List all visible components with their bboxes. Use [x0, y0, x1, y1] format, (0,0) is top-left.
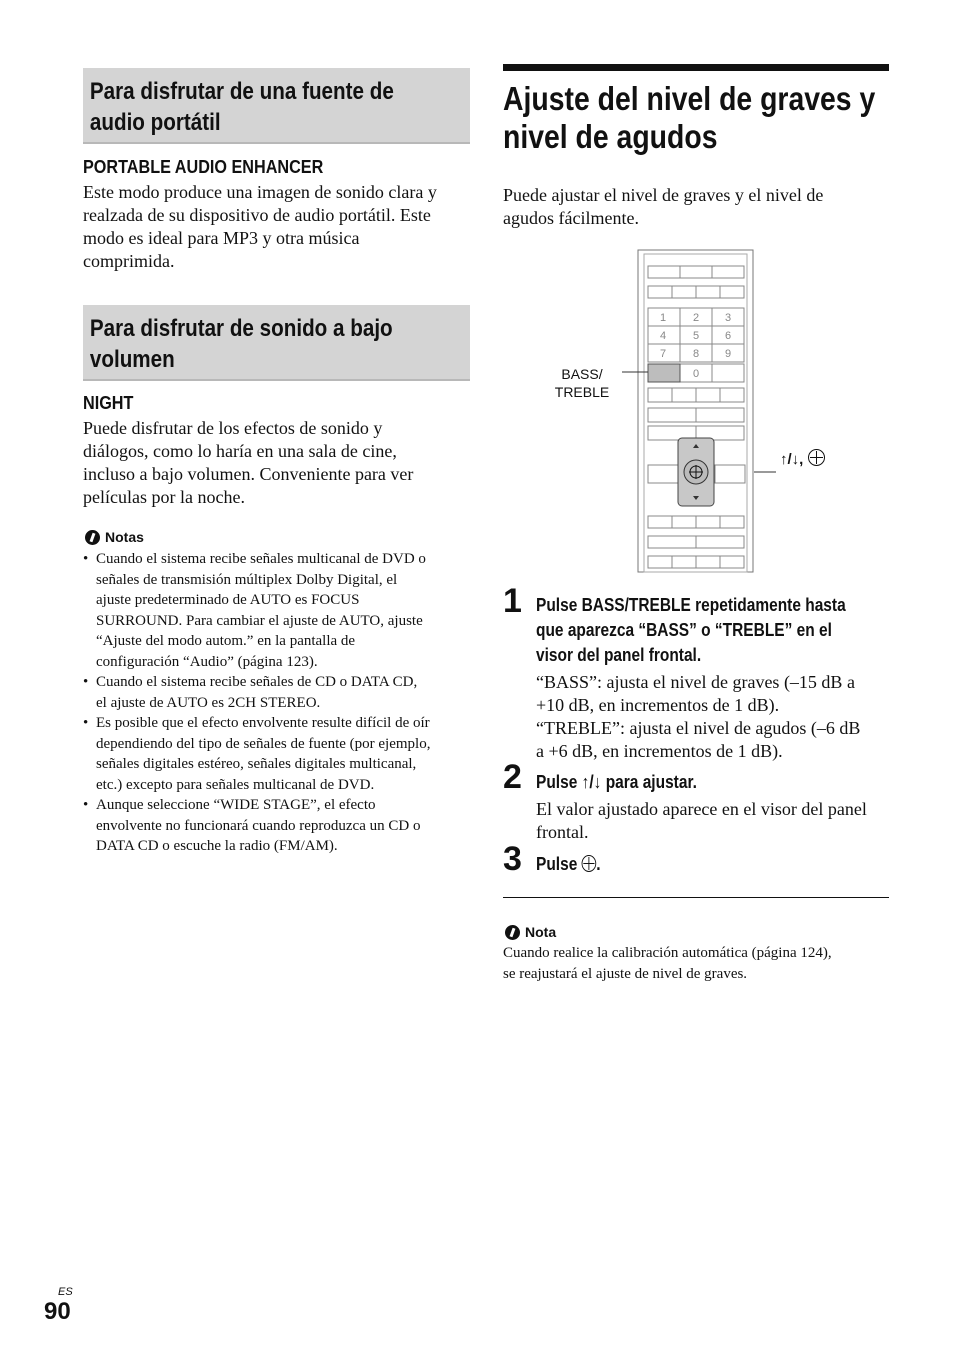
text-line: • Es posible que el efecto envolvente resulte difícil de oír: [96, 715, 430, 731]
text-line: Este modo produce una imagen de sonido clara y: [83, 182, 437, 202]
key-4: 4: [660, 330, 667, 342]
bass-treble-label: [546, 365, 618, 401]
key-1: 1: [660, 312, 667, 324]
text-line: • Cuando el sistema recibe señales multicanal de DVD o: [96, 551, 426, 567]
title-line: Para disfrutar de sonido a bajo: [89, 315, 393, 342]
text-line: ajuste predeterminado de AUTO es FOCUS: [96, 592, 360, 608]
text-line: incluso a bajo volumen. Conveniente para ver: [83, 464, 414, 484]
page-number: 90: [44, 1298, 71, 1325]
text-fragment: para ajustar.: [601, 772, 697, 792]
notes-heading-label: Notas: [105, 529, 144, 545]
text-line: el ajuste de AUTO es 2CH STEREO.: [96, 694, 321, 711]
title-line: nivel de agudos: [503, 118, 718, 155]
language-code: ES: [58, 1286, 73, 1298]
text-line: películas por la noche.: [83, 487, 245, 507]
divider: [503, 897, 889, 898]
text-line: “Ajuste del modo autom.” en la pantalla de: [96, 633, 356, 649]
intro-paragraph: [503, 184, 889, 230]
text-line: Puede disfrutar de los efectos de sonido y: [83, 418, 383, 438]
text-line: Pulse BASS/TREBLE repetidamente hasta: [536, 595, 846, 615]
section-title: [83, 305, 416, 375]
subheading-night: NIGHT: [83, 393, 134, 413]
text-line: agudos fácilmente.: [503, 208, 639, 228]
section-header-night: [83, 305, 470, 381]
title-line: Para disfrutar de una fuente de: [89, 78, 394, 105]
note-body: [503, 943, 893, 985]
text-line: “TREBLE”: ajusta el nivel de agudos (–6 dB: [536, 718, 861, 738]
step-1-number: 1: [503, 582, 522, 620]
list-item: [83, 713, 473, 795]
text-line: configuración “Audio” (página 123).: [96, 653, 318, 670]
step-3-number: 3: [503, 840, 522, 878]
page-title: [503, 80, 876, 156]
text-line: • Cuando el sistema recibe señales de CD o DATA CD,: [96, 674, 418, 690]
list-item: [83, 672, 473, 713]
title-line: volumen: [89, 346, 175, 373]
title-line: audio portátil: [89, 109, 221, 136]
key-3: 3: [725, 312, 732, 324]
text-fragment: Pulse: [536, 772, 582, 792]
section-header-portable: [83, 68, 470, 144]
note-heading-label: Nota: [525, 924, 557, 940]
text-line: visor del panel frontal.: [536, 645, 702, 665]
text-line: Puede ajustar el nivel de graves y el nivel de: [503, 185, 824, 205]
list-item: [83, 549, 473, 672]
text-line: diálogos, como lo haría en una sala de cine,: [83, 441, 397, 461]
key-0: 0: [693, 368, 700, 380]
text-line: a +6 dB, en incrementos de 1 dB).: [536, 741, 783, 761]
step-2-number: 2: [503, 758, 522, 796]
notes-list: [83, 549, 473, 857]
remote-control-figure: [540, 248, 850, 574]
note-heading: [505, 924, 556, 940]
label-line: BASS/: [561, 366, 603, 382]
note-icon: [505, 925, 520, 940]
text-line: frontal.: [536, 822, 589, 842]
key-6: 6: [725, 330, 732, 342]
text-line: modo es ideal para MP3 y otra música: [83, 228, 360, 248]
text-line: Cuando realice la calibración automática (página 124),: [503, 945, 832, 961]
enter-icon: [808, 449, 825, 466]
text-line: envolvente no funcionará cuando reproduzca un CD o: [96, 817, 421, 834]
text-line: DATA CD o escuche la radio (FM/AM).: [96, 838, 338, 854]
enter-icon: [582, 855, 597, 872]
text-line: comprimida.: [83, 251, 175, 271]
notes-heading: [85, 529, 144, 545]
paragraph-night: [83, 417, 473, 509]
text-line: etc.) excepto para señales multicanal de DVD.: [96, 776, 375, 793]
text-line: dependiendo del tipo de señales de fuente (por ejemplo,: [96, 735, 431, 752]
text-line: señales de transmisión múltiplex Dolby Digital, el: [96, 571, 398, 588]
note-icon: [85, 530, 100, 545]
text-fragment: Pulse: [536, 854, 582, 874]
arrow-enter-label: [780, 449, 825, 468]
title-line: Ajuste del nivel de graves y: [503, 80, 876, 117]
text-line: SURROUND. Para cambiar el ajuste de AUTO, ajuste: [96, 612, 423, 629]
subheading-portable-audio-enhancer: PORTABLE AUDIO ENHANCER: [83, 157, 324, 177]
text-line: +10 dB, en incrementos de 1 dB).: [536, 695, 780, 715]
key-5: 5: [693, 330, 700, 342]
text-line: señales digitales estéreo, señales digitales multicanal,: [96, 756, 417, 772]
arrow-keys-label: ↑/↓,: [780, 451, 804, 468]
arrow-keys-symbol: ↑/↓: [581, 772, 602, 792]
label-line: TREBLE: [554, 384, 610, 400]
key-9: 9: [725, 348, 732, 360]
step-1-title: [536, 593, 846, 668]
text-line: • Aunque seleccione “WIDE STAGE”, el efecto: [96, 797, 376, 813]
step-3-title: [536, 852, 601, 877]
step-1-body: [536, 671, 896, 763]
paragraph-portable: [83, 181, 473, 273]
key-7: 7: [660, 348, 667, 360]
title-rule: [503, 64, 889, 71]
key-8: 8: [693, 348, 700, 360]
text-fragment: .: [596, 854, 601, 874]
step-2-title: [536, 770, 697, 795]
key-2: 2: [693, 312, 700, 324]
text-line: realzada de su dispositivo de audio portátil. Este: [83, 205, 431, 225]
text-line: que aparezca “BASS” o “TREBLE” en el: [536, 620, 832, 640]
text-line: El valor ajustado aparece en el visor del panel: [536, 799, 867, 819]
step-2-body: [536, 798, 896, 844]
text-line: se reajustará el ajuste de nivel de graves.: [503, 966, 748, 982]
text-line: “BASS”: ajusta el nivel de graves (–15 dB a: [536, 672, 855, 692]
list-item: [83, 795, 473, 857]
section-title: [83, 68, 416, 138]
